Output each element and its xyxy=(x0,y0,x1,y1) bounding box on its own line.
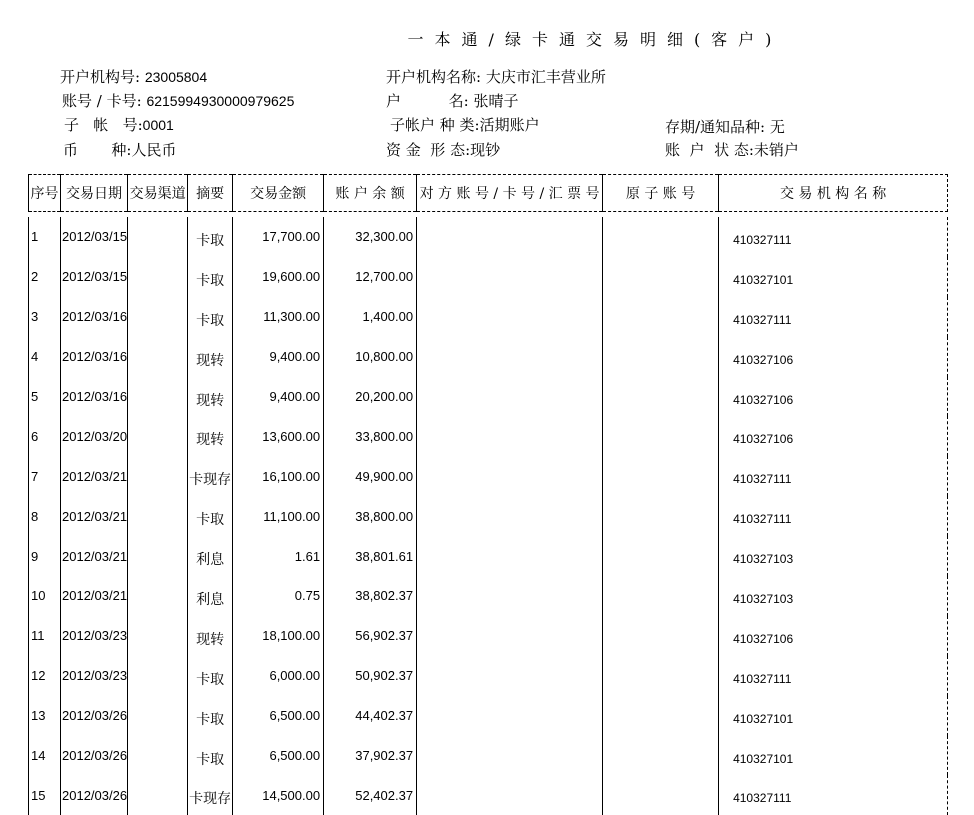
row-counterparty xyxy=(417,456,603,496)
account-value: 6215994930000979625 xyxy=(146,93,295,109)
row-summary: 卡取 xyxy=(188,656,233,696)
row-org: 410327111 xyxy=(719,775,948,815)
row-channel xyxy=(128,775,188,815)
row-org: 410327106 xyxy=(719,616,948,656)
row-seq: 8 xyxy=(29,496,61,536)
row-date: 2012/03/23 xyxy=(61,616,128,656)
row-seq: 6 xyxy=(29,416,61,456)
row-amount: 6,500.00 xyxy=(233,696,324,736)
transaction-table xyxy=(28,174,948,815)
row-seq: 9 xyxy=(29,536,61,576)
row-channel xyxy=(128,616,188,656)
table-header-row xyxy=(29,175,948,212)
row-channel xyxy=(128,496,188,536)
row-channel xyxy=(128,257,188,297)
org-no-field xyxy=(60,66,207,87)
holder-label: 户 名: xyxy=(386,92,469,110)
row-seq: 7 xyxy=(29,456,61,496)
row-counterparty xyxy=(417,536,603,576)
row-seq: 4 xyxy=(29,337,61,377)
row-counterparty xyxy=(417,616,603,656)
row-org: 410327111 xyxy=(719,656,948,696)
account-status-field xyxy=(665,139,799,160)
row-counterparty xyxy=(417,736,603,776)
row-summary: 卡取 xyxy=(188,217,233,257)
table-row xyxy=(29,217,948,257)
row-date: 2012/03/26 xyxy=(61,696,128,736)
row-org: 410327101 xyxy=(719,736,948,776)
table-body xyxy=(29,217,948,815)
document-title: 一本通/绿卡通交易明细(客户) xyxy=(407,30,783,49)
row-orig-sub-account xyxy=(603,297,719,337)
currency-label: 币 种: xyxy=(63,141,132,159)
row-channel xyxy=(128,456,188,496)
account-status-value: 未销户 xyxy=(753,141,799,159)
row-channel xyxy=(128,416,188,456)
row-channel xyxy=(128,217,188,257)
row-seq: 11 xyxy=(29,616,61,656)
fund-form-label: 资 金 形 态: xyxy=(386,141,471,159)
row-channel xyxy=(128,576,188,616)
row-org: 410327103 xyxy=(719,576,948,616)
org-name-field xyxy=(386,66,606,87)
row-org: 410327111 xyxy=(719,297,948,337)
row-seq: 1 xyxy=(29,217,61,257)
row-org: 410327106 xyxy=(719,377,948,417)
row-date: 2012/03/21 xyxy=(61,576,128,616)
holder-field xyxy=(386,90,519,111)
row-summary: 卡取 xyxy=(188,496,233,536)
row-balance: 38,801.61 xyxy=(324,536,417,576)
row-seq: 3 xyxy=(29,297,61,337)
header-amount: 交易金额 xyxy=(233,175,324,212)
row-balance: 56,902.37 xyxy=(324,616,417,656)
row-date: 2012/03/16 xyxy=(61,297,128,337)
row-counterparty xyxy=(417,416,603,456)
table-row xyxy=(29,775,948,815)
row-summary: 卡现存 xyxy=(188,775,233,815)
row-orig-sub-account xyxy=(603,496,719,536)
row-channel xyxy=(128,536,188,576)
row-amount: 17,700.00 xyxy=(233,217,324,257)
row-date: 2012/03/16 xyxy=(61,377,128,417)
row-balance: 33,800.00 xyxy=(324,416,417,456)
row-balance: 38,802.37 xyxy=(324,576,417,616)
table-row xyxy=(29,297,948,337)
row-orig-sub-account xyxy=(603,736,719,776)
sub-account-label: 子 帐 号: xyxy=(64,116,143,134)
row-counterparty xyxy=(417,337,603,377)
table-row xyxy=(29,696,948,736)
row-channel xyxy=(128,656,188,696)
currency-value: 人民币 xyxy=(131,141,177,159)
row-seq: 10 xyxy=(29,576,61,616)
table-row xyxy=(29,536,948,576)
row-orig-sub-account xyxy=(603,656,719,696)
fund-form-field xyxy=(386,139,500,160)
row-balance: 32,300.00 xyxy=(324,217,417,257)
row-seq: 13 xyxy=(29,696,61,736)
row-summary: 利息 xyxy=(188,536,233,576)
row-org: 410327106 xyxy=(719,337,948,377)
row-seq: 12 xyxy=(29,656,61,696)
row-balance: 44,402.37 xyxy=(324,696,417,736)
row-counterparty xyxy=(417,377,603,417)
holder-value: 张晴子 xyxy=(473,92,519,110)
row-seq: 14 xyxy=(29,736,61,776)
row-amount: 19,600.00 xyxy=(233,257,324,297)
org-name-label: 开户机构名称: xyxy=(386,68,482,86)
header-org-name: 交 易 机 构 名 称 xyxy=(719,175,948,212)
row-amount: 9,400.00 xyxy=(233,377,324,417)
row-date: 2012/03/21 xyxy=(61,456,128,496)
row-amount: 11,100.00 xyxy=(233,496,324,536)
row-balance: 12,700.00 xyxy=(324,257,417,297)
row-summary: 卡取 xyxy=(188,696,233,736)
row-summary: 现转 xyxy=(188,416,233,456)
row-org: 410327111 xyxy=(719,456,948,496)
row-channel xyxy=(128,736,188,776)
currency-field xyxy=(63,139,176,160)
row-orig-sub-account xyxy=(603,416,719,456)
header-orig-sub-account: 原 子 账 号 xyxy=(603,175,719,212)
row-summary: 卡取 xyxy=(188,297,233,337)
table-row xyxy=(29,337,948,377)
row-balance: 49,900.00 xyxy=(324,456,417,496)
table-row xyxy=(29,656,948,696)
row-orig-sub-account xyxy=(603,536,719,576)
row-amount: 16,100.00 xyxy=(233,456,324,496)
row-orig-sub-account xyxy=(603,775,719,815)
header-channel: 交易渠道 xyxy=(128,175,188,212)
row-channel xyxy=(128,377,188,417)
account-field xyxy=(62,90,294,111)
row-summary: 卡取 xyxy=(188,736,233,776)
row-balance: 50,902.37 xyxy=(324,656,417,696)
row-amount: 9,400.00 xyxy=(233,337,324,377)
row-orig-sub-account xyxy=(603,217,719,257)
row-orig-sub-account xyxy=(603,616,719,656)
row-date: 2012/03/16 xyxy=(61,337,128,377)
row-org: 410327101 xyxy=(719,257,948,297)
row-summary: 现转 xyxy=(188,377,233,417)
row-date: 2012/03/26 xyxy=(61,775,128,815)
row-date: 2012/03/21 xyxy=(61,536,128,576)
row-counterparty xyxy=(417,257,603,297)
table-row xyxy=(29,496,948,536)
row-date: 2012/03/20 xyxy=(61,416,128,456)
header-summary: 摘要 xyxy=(188,175,233,212)
row-seq: 2 xyxy=(29,257,61,297)
row-org: 410327111 xyxy=(719,217,948,257)
row-orig-sub-account xyxy=(603,337,719,377)
row-balance: 20,200.00 xyxy=(324,377,417,417)
row-seq: 5 xyxy=(29,377,61,417)
row-channel xyxy=(128,696,188,736)
sub-type-value: 活期账户 xyxy=(479,116,540,134)
header-counterparty: 对 方 账 号 / 卡 号 / 汇 票 号 xyxy=(417,175,603,212)
row-summary: 利息 xyxy=(188,576,233,616)
row-balance: 10,800.00 xyxy=(324,337,417,377)
table-row xyxy=(29,377,948,417)
org-name-value: 大庆市汇丰营业所 xyxy=(485,68,606,86)
table-row xyxy=(29,416,948,456)
row-counterparty xyxy=(417,696,603,736)
account-status-label: 账 户 状 态: xyxy=(665,141,754,159)
row-orig-sub-account xyxy=(603,456,719,496)
row-amount: 1.61 xyxy=(233,536,324,576)
row-date: 2012/03/15 xyxy=(61,257,128,297)
org-no-label: 开户机构号: xyxy=(60,68,141,86)
account-label: 账号 / 卡号: xyxy=(62,92,142,110)
row-summary: 现转 xyxy=(188,616,233,656)
row-org: 410327101 xyxy=(719,696,948,736)
row-orig-sub-account xyxy=(603,576,719,616)
fund-form-value: 现钞 xyxy=(470,141,501,159)
sub-account-field xyxy=(64,114,174,135)
row-balance: 1,400.00 xyxy=(324,297,417,337)
row-counterparty xyxy=(417,496,603,536)
row-date: 2012/03/21 xyxy=(61,496,128,536)
row-org: 410327106 xyxy=(719,416,948,456)
org-no-value: 23005804 xyxy=(144,69,208,85)
row-date: 2012/03/15 xyxy=(61,217,128,257)
table-row xyxy=(29,456,948,496)
table-row xyxy=(29,616,948,656)
row-channel xyxy=(128,297,188,337)
deposit-type-field xyxy=(665,116,785,137)
row-amount: 18,100.00 xyxy=(233,616,324,656)
header-date: 交易日期 xyxy=(61,175,128,212)
deposit-type-value: 无 xyxy=(769,118,785,136)
header-seq: 序号 xyxy=(29,175,61,212)
row-amount: 0.75 xyxy=(233,576,324,616)
sub-type-field xyxy=(390,114,540,135)
row-summary: 卡现存 xyxy=(188,456,233,496)
row-balance: 37,902.37 xyxy=(324,736,417,776)
row-org: 410327103 xyxy=(719,536,948,576)
row-orig-sub-account xyxy=(603,377,719,417)
row-date: 2012/03/26 xyxy=(61,736,128,776)
row-balance: 52,402.37 xyxy=(324,775,417,815)
row-org: 410327111 xyxy=(719,496,948,536)
row-summary: 现转 xyxy=(188,337,233,377)
row-counterparty xyxy=(417,576,603,616)
row-counterparty xyxy=(417,656,603,696)
sub-type-label: 子帐户 种 类: xyxy=(390,116,480,134)
table-row xyxy=(29,257,948,297)
row-amount: 14,500.00 xyxy=(233,775,324,815)
row-counterparty xyxy=(417,217,603,257)
row-balance: 38,800.00 xyxy=(324,496,417,536)
row-amount: 6,000.00 xyxy=(233,656,324,696)
row-counterparty xyxy=(417,775,603,815)
row-seq: 15 xyxy=(29,775,61,815)
row-date: 2012/03/23 xyxy=(61,656,128,696)
table-row xyxy=(29,576,948,616)
row-amount: 6,500.00 xyxy=(233,736,324,776)
row-channel xyxy=(128,337,188,377)
row-orig-sub-account xyxy=(603,257,719,297)
row-counterparty xyxy=(417,297,603,337)
row-summary: 卡取 xyxy=(188,257,233,297)
row-amount: 13,600.00 xyxy=(233,416,324,456)
row-amount: 11,300.00 xyxy=(233,297,324,337)
table-row xyxy=(29,736,948,776)
deposit-type-label: 存期/通知品种: xyxy=(665,118,766,136)
sub-account-value: 0001 xyxy=(142,117,174,133)
row-orig-sub-account xyxy=(603,696,719,736)
header-balance: 账 户 余 额 xyxy=(324,175,417,212)
